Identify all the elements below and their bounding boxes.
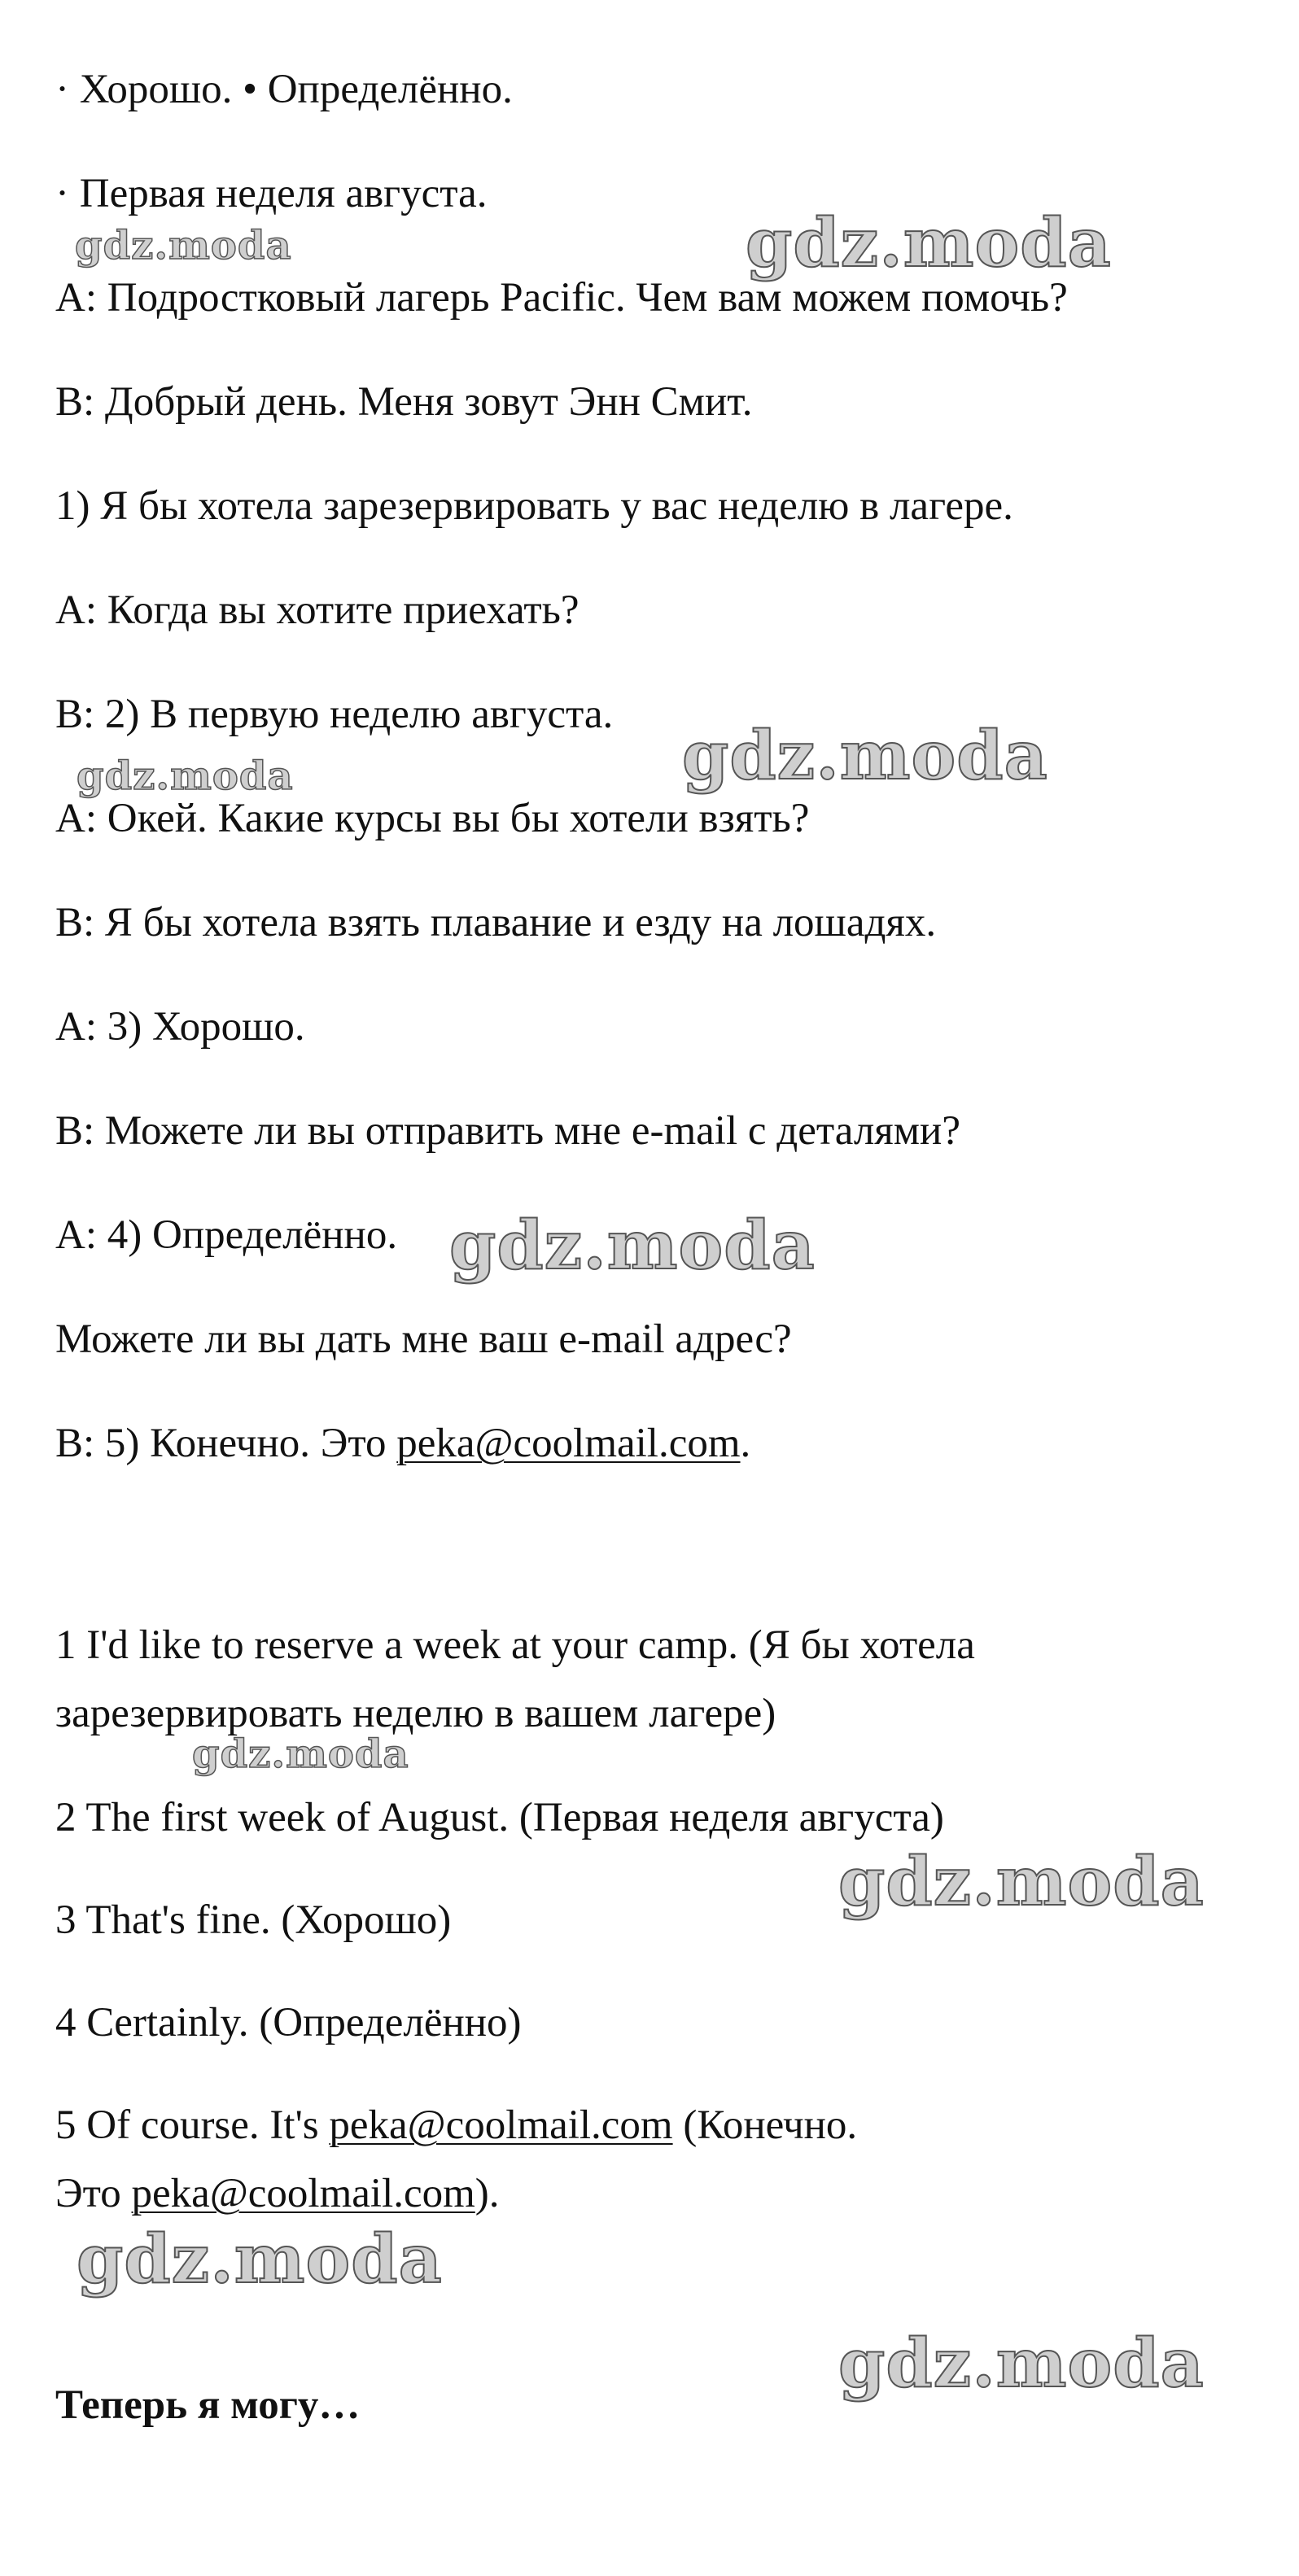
options-line-1: · Хорошо. • Определённо.: [55, 67, 513, 112]
answer-line: [55, 2101, 857, 2150]
dialogue-line: B: Я бы хотела взять плавание и езду на лошадях.: [55, 900, 937, 945]
dialogue-line: A: 4) Определённо.: [55, 1212, 398, 1258]
answer-text: (Конечно.: [672, 2102, 858, 2148]
watermark: gdz.moda: [746, 204, 1112, 282]
dialogue-line: B: Добрый день. Меня зовут Энн Смит.: [55, 379, 753, 425]
watermark: gdz.moda: [838, 1843, 1205, 1921]
watermark: gdz.moda: [682, 717, 1048, 795]
answer-line: 1 I'd like to reserve a week at your camp. (Я бы хотела: [55, 1622, 975, 1668]
dialogue-line: [55, 1419, 750, 1468]
watermark: gdz.moda: [75, 223, 292, 269]
dialogue-line: B: Можете ли вы отправить мне e-mail с деталями?: [55, 1108, 960, 1154]
dialogue-line: B: 2) В первую неделю августа.: [55, 692, 614, 737]
dialogue-line: A: 3) Хорошо.: [55, 1004, 305, 1050]
dialogue-text: B: 5) Конечно. Это: [55, 1421, 397, 1466]
dialogue-text: .: [740, 1421, 751, 1466]
answer-text: Это: [55, 2171, 132, 2216]
watermark: gdz.moda: [77, 753, 294, 799]
answer-text: ).: [475, 2171, 500, 2216]
email-link[interactable]: peka@coolmail.com: [329, 2102, 673, 2148]
answer-line: 2 The first week of August. (Первая неделя августа): [55, 1795, 944, 1840]
options-line-2: · Первая неделя августа.: [55, 171, 488, 216]
watermark: gdz.moda: [449, 1207, 816, 1285]
email-link[interactable]: peka@coolmail.com: [131, 2171, 475, 2216]
watermark: gdz.moda: [192, 1731, 409, 1777]
section-heading: Теперь я могу…: [55, 2382, 361, 2428]
answer-line: зарезервировать неделю в вашем лагере): [55, 1691, 776, 1736]
dialogue-line: A: Когда вы хотите приехать?: [55, 587, 580, 633]
answer-text: 5 Of course. It's: [55, 2102, 330, 2148]
answer-line: [55, 2169, 500, 2218]
watermark: gdz.moda: [838, 2325, 1205, 2403]
answer-line: 4 Certainly. (Определённо): [55, 2000, 522, 2046]
email-link[interactable]: peka@coolmail.com: [396, 1421, 741, 1466]
dialogue-line: A: Подростковый лагерь Pacific. Чем вам можем помочь?: [55, 275, 1068, 321]
dialogue-line: 1) Я бы хотела зарезервировать у вас неделю в лагере.: [55, 483, 1013, 529]
dialogue-line: Можете ли вы дать мне ваш e-mail адрес?: [55, 1316, 792, 1362]
watermark: gdz.moda: [77, 2220, 443, 2299]
dialogue-line: A: Окей. Какие курсы вы бы хотели взять?: [55, 796, 810, 841]
answer-line: 3 That's fine. (Хорошо): [55, 1897, 452, 1943]
